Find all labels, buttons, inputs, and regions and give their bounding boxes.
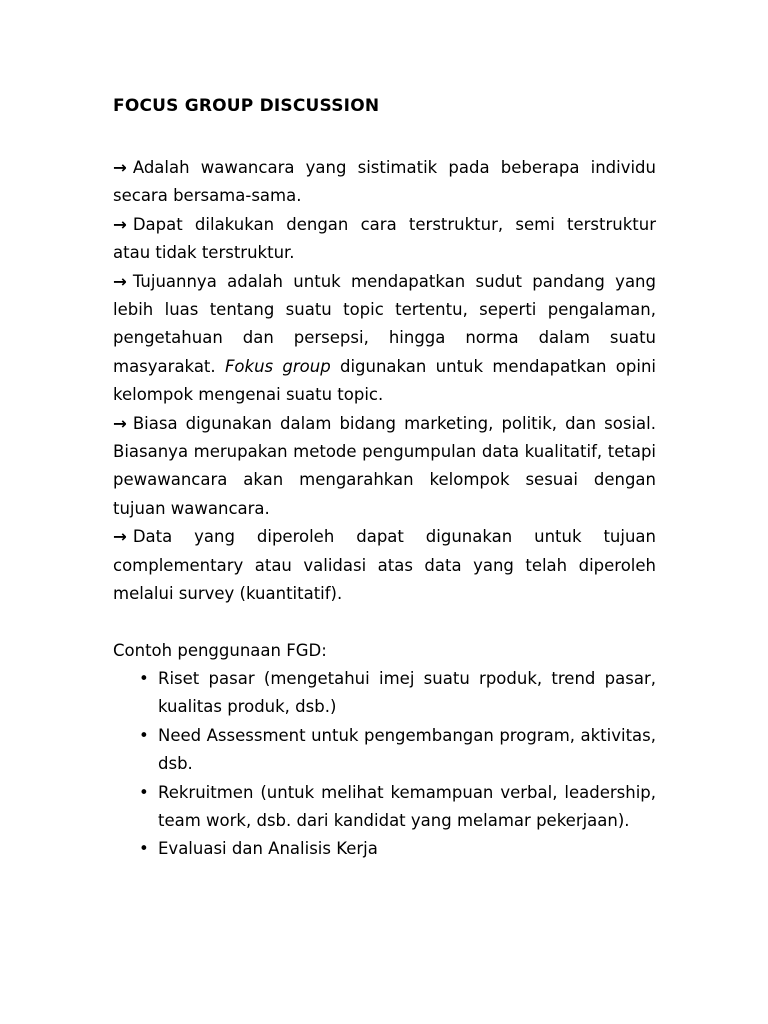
arrow-icon: → bbox=[113, 527, 127, 547]
list-item-text: Rekruitmen (untuk melihat kemampuan verbal, leadership, team work, dsb. dari kandidat yang melamar pekerjaan). bbox=[158, 782, 656, 830]
paragraph-definition bbox=[113, 154, 656, 211]
bullet-icon: • bbox=[139, 839, 149, 859]
list-item bbox=[113, 665, 656, 722]
document-title: FOCUS GROUP DISCUSSION bbox=[113, 96, 380, 116]
paragraph-text: Biasa digunakan dalam bidang marketing, politik, dan sosial. Biasanya merupakan metode pengumpulan data kualitatif, tetapi pewawancara akan mengarahkan kelompok sesuai dengan tujuan wawancara. bbox=[113, 413, 656, 518]
paragraph-text: Dapat dilakukan dengan cara terstruktur, semi terstruktur atau tidak terstruktur. bbox=[113, 214, 656, 263]
paragraph-text: digunakan untuk mendapatkan opini kelompok mengenai suatu topic. bbox=[113, 356, 656, 405]
list-item-text: Evaluasi dan Analisis Kerja bbox=[158, 839, 378, 859]
paragraph-text: Tujuannya adalah untuk mendapatkan sudut pandang yang lebih luas tentang suatu topic tertentu, seperti pengalaman, pengetahuan dan persepsi, hingga norma dalam suatu masyarakat. bbox=[113, 271, 656, 376]
arrow-icon: → bbox=[113, 271, 127, 291]
bullet-icon: • bbox=[139, 668, 149, 688]
arrow-icon: → bbox=[113, 413, 127, 433]
examples-title: Contoh penggunaan FGD: bbox=[113, 640, 327, 660]
paragraph-italic-term: Fokus group bbox=[224, 356, 331, 376]
paragraph-text: Adalah wawancara yang sistimatik pada beberapa individu secara bersama-sama. bbox=[113, 158, 656, 206]
bullet-icon: • bbox=[139, 725, 149, 745]
list-item bbox=[113, 779, 656, 836]
list-item-text: Riset pasar (mengetahui imej suatu rpoduk, trend pasar, kualitas produk, dsb.) bbox=[158, 668, 656, 717]
list-item bbox=[113, 722, 656, 779]
paragraph-text: Data yang diperoleh dapat digunakan untuk tujuan complementary atau validasi atas data yang telah diperoleh melalui survey (kuantitatif). bbox=[113, 527, 656, 604]
paragraph-purpose bbox=[113, 268, 656, 410]
paragraph-structure bbox=[113, 211, 656, 268]
list-item bbox=[113, 835, 656, 863]
list-item-text: Need Assessment untuk pengembangan program, aktivitas, dsb. bbox=[158, 725, 656, 774]
section-spacer bbox=[113, 609, 656, 637]
arrow-icon: → bbox=[113, 214, 127, 234]
document-page bbox=[113, 93, 656, 864]
paragraph-data bbox=[113, 523, 656, 608]
bullet-icon: • bbox=[139, 782, 149, 802]
arrow-icon: → bbox=[113, 158, 127, 177]
examples-list bbox=[113, 665, 656, 864]
paragraph-usage bbox=[113, 410, 656, 524]
